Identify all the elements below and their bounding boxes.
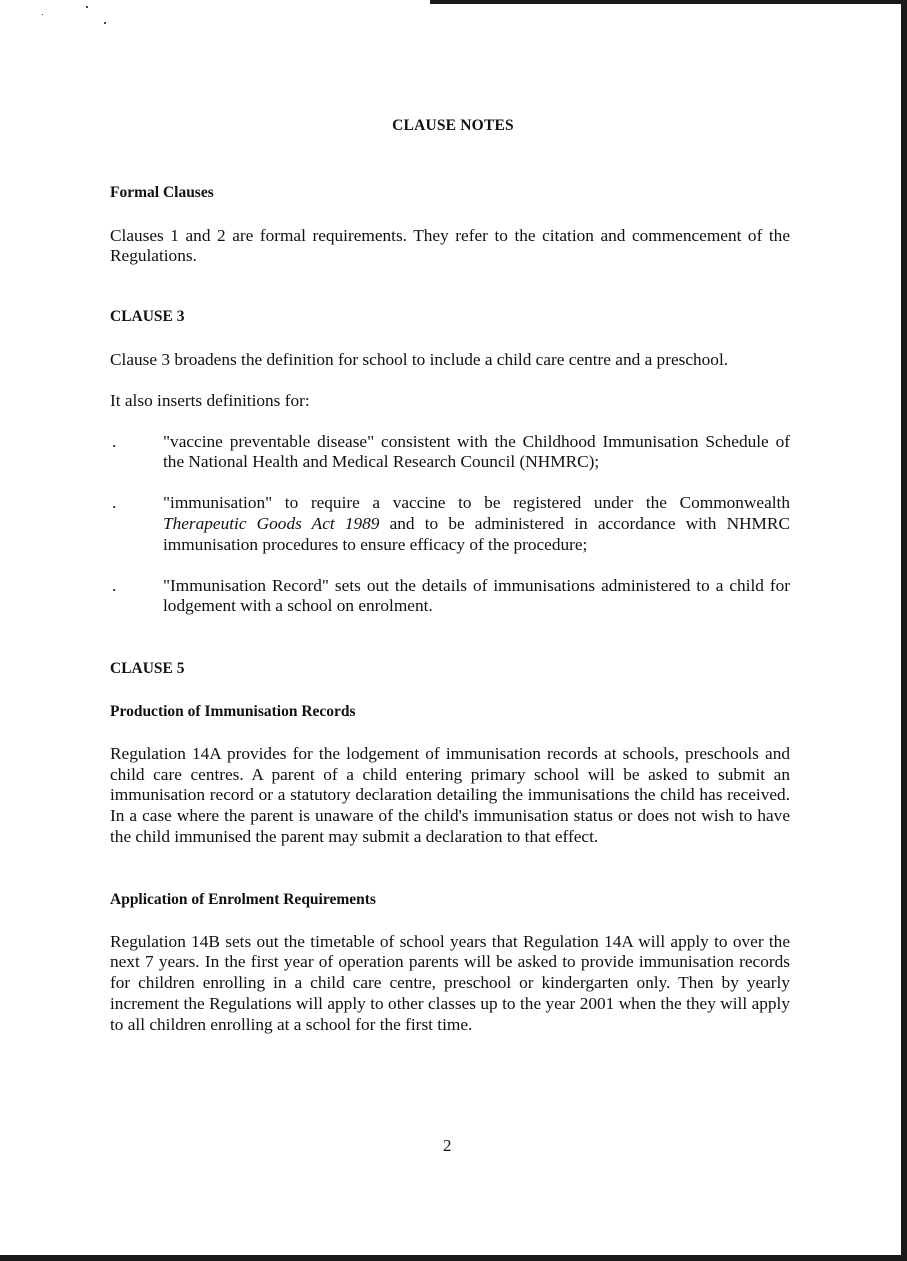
bullet-marker: . — [112, 493, 117, 513]
bullet-item — [110, 493, 790, 555]
heading-formal-clauses: Formal Clauses — [110, 183, 214, 201]
heading-production-of-immunisation-records: Production of Immunisation Records — [110, 702, 356, 720]
page-title: CLAUSE NOTES — [392, 117, 514, 134]
document-body — [110, 116, 790, 1036]
paragraph-clause-3-definition: Clause 3 broadens the definition for school to include a child care centre and a preschool. — [110, 349, 729, 369]
bullet-item — [110, 576, 790, 618]
act-title-italic: Therapeutic Goods Act 1989 — [163, 513, 380, 533]
scan-speck — [42, 14, 43, 15]
paragraph-regulation-14a: Regulation 14A provides for the lodgement of immunisation records at schools, preschools and child care centres. A parent of a child entering primary school will be asked to submit an immunisation record or a statutory declaration detailing the immunisations the child has received. In a case where the parent is unaware of the child's immunisation status or does not wish to have the child immunised the parent may submit a declaration to that effect. — [110, 743, 790, 846]
scan-edge-top — [430, 0, 907, 4]
heading-application-of-enrolment-requirements: Application of Enrolment Requirements — [110, 890, 376, 908]
bullet-text: "immunisation" to require a vaccine to be registered under the Commonwealth — [163, 493, 790, 513]
paragraph-regulation-14b: Regulation 14B sets out the timetable of school years that Regulation 14A will apply to over the next 7 years. In the first year of operation parents will be asked to provide immunisation records for children enrolling in a child care centre, preschool or kindergarten only. Then by yearly increment the Regulations will apply to other classes up to the year 2001 when the they will apply to all children enrolling at a school for the first time. — [110, 931, 790, 1034]
paragraph-clause-3-intro: It also inserts definitions for: — [110, 390, 310, 410]
bullet-text: "vaccine preventable disease" consistent with the Childhood Immunisation Schedule of the National Health and Medical Research Council (NHMRC); — [163, 431, 790, 472]
page-number: 2 — [443, 1136, 452, 1155]
paragraph-formal-clauses: Clauses 1 and 2 are formal requirements. They refer to the citation and commencement of the Regulations. — [110, 225, 790, 266]
bullet-marker: . — [112, 431, 117, 451]
bullet-text: and to be administered in accordance with NHMRC immunisation procedures to ensure efficacy of the procedure; — [163, 513, 790, 554]
scan-edge-bottom — [0, 1255, 907, 1261]
scan-edge-right — [901, 0, 907, 1261]
heading-clause-5: CLAUSE 5 — [110, 660, 185, 678]
bullet-marker: . — [112, 575, 117, 595]
scan-speck — [86, 6, 88, 8]
bullet-text: "Immunisation Record" sets out the details of immunisations administered to a child for lodgement with a school on enrolment. — [163, 575, 790, 616]
bullet-item — [110, 432, 790, 474]
heading-clause-3: CLAUSE 3 — [110, 308, 185, 326]
scan-speck — [104, 22, 106, 24]
